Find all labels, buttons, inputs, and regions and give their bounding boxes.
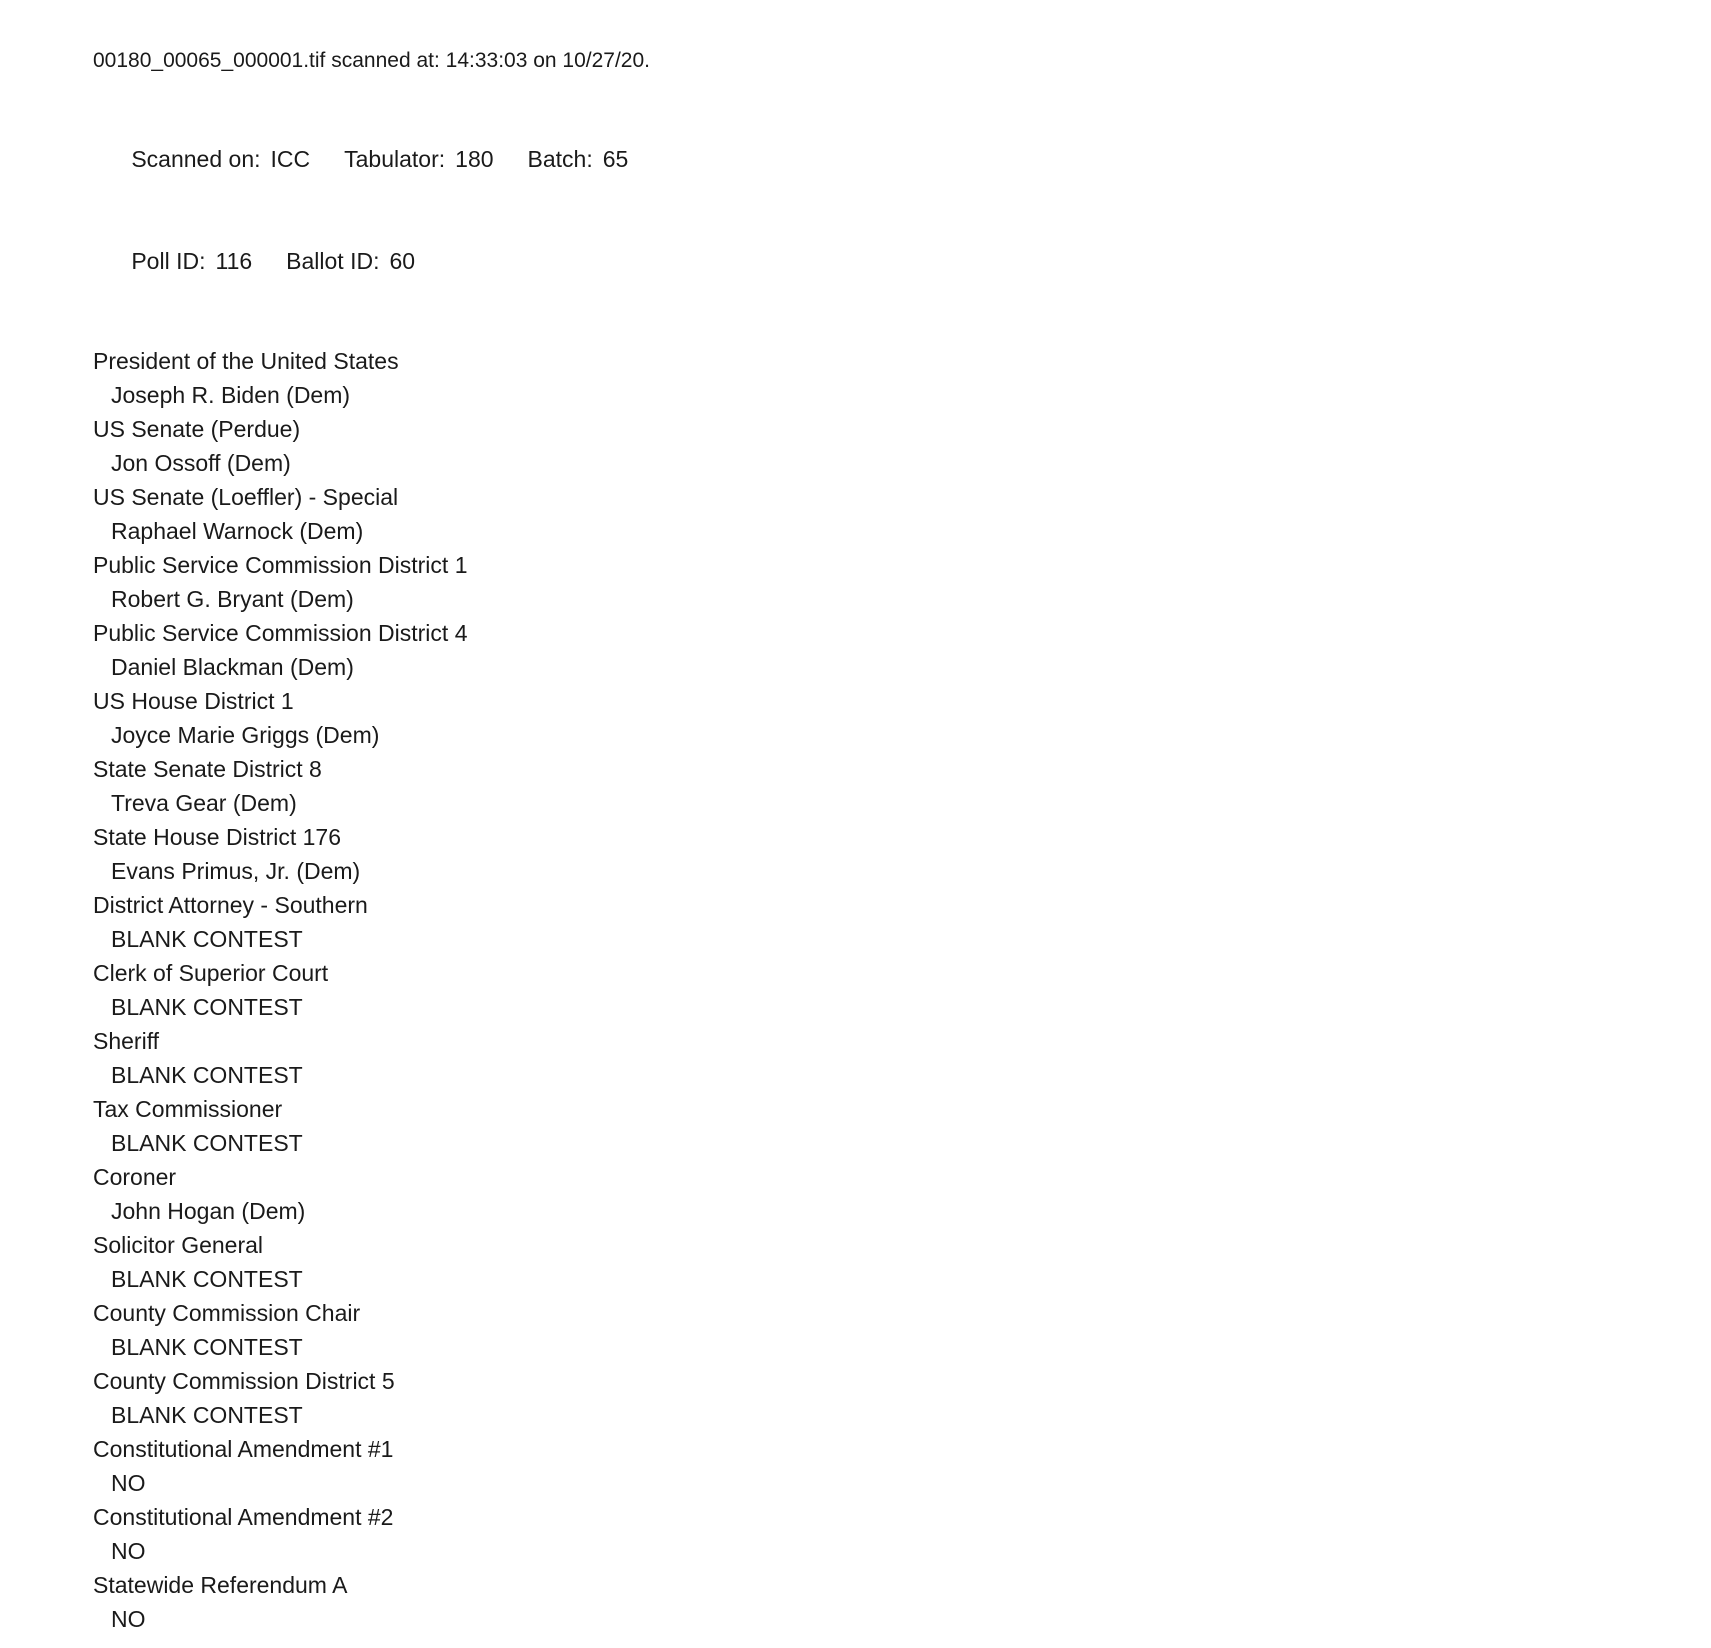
- contest-choice: Treva Gear (Dem): [111, 790, 297, 816]
- contest-entry: [93, 684, 1651, 752]
- contest-entry: [93, 1228, 1651, 1296]
- contest-entry: [93, 1296, 1651, 1364]
- contest-title: President of the United States: [93, 348, 399, 374]
- meta-line-ballot: [93, 210, 1651, 312]
- contest-title: Clerk of Superior Court: [93, 960, 329, 986]
- contest-entry: [93, 1160, 1651, 1228]
- contest-entry: [93, 412, 1651, 480]
- contest-choice: Evans Primus, Jr. (Dem): [111, 858, 361, 884]
- contest-entry: [93, 1092, 1651, 1160]
- contest-entry: [93, 752, 1651, 820]
- contest-choice: BLANK CONTEST: [111, 1334, 303, 1360]
- contest-choice: NO: [111, 1470, 146, 1496]
- contest-list: [93, 344, 1651, 1636]
- poll-id-value: 116: [215, 248, 253, 274]
- contest-choice: BLANK CONTEST: [111, 1402, 303, 1428]
- meta-line-scanner: [93, 108, 1651, 210]
- contest-entry: [93, 1364, 1651, 1432]
- contest-entry: [93, 820, 1651, 888]
- contest-title: Public Service Commission District 4: [93, 620, 468, 646]
- contest-choice: BLANK CONTEST: [111, 926, 303, 952]
- contest-choice: BLANK CONTEST: [111, 1130, 303, 1156]
- contest-entry: [93, 1500, 1651, 1568]
- contest-entry: [93, 956, 1651, 1024]
- contest-title: County Commission District 5: [93, 1368, 395, 1394]
- contest-title: Solicitor General: [93, 1232, 264, 1258]
- contest-entry: [93, 1432, 1651, 1500]
- contest-title: District Attorney - Southern: [93, 892, 368, 918]
- contest-title: Public Service Commission District 1: [93, 552, 468, 578]
- scanned-on-label: Scanned on:: [131, 146, 261, 172]
- contest-choice: Daniel Blackman (Dem): [111, 654, 354, 680]
- contest-entry: [93, 1568, 1651, 1636]
- scan-filename-line: 00180_00065_000001.tif scanned at: 14:33:03 on 10/27/20.: [93, 49, 650, 72]
- contest-choice: BLANK CONTEST: [111, 994, 303, 1020]
- contest-title: US Senate (Perdue): [93, 416, 301, 442]
- contest-title: Constitutional Amendment #2: [93, 1504, 394, 1530]
- contest-title: US Senate (Loeffler) - Special: [93, 484, 399, 510]
- contest-title: Constitutional Amendment #1: [93, 1436, 394, 1462]
- contest-entry: [93, 1024, 1651, 1092]
- contest-choice: Raphael Warnock (Dem): [111, 518, 364, 544]
- contest-choice: Joyce Marie Griggs (Dem): [111, 722, 380, 748]
- contest-title: Coroner: [93, 1164, 177, 1190]
- contest-choice: NO: [111, 1606, 146, 1632]
- contest-entry: [93, 888, 1651, 956]
- contest-choice: Jon Ossoff (Dem): [111, 450, 291, 476]
- poll-id-label: Poll ID:: [131, 248, 206, 274]
- contest-choice: BLANK CONTEST: [111, 1266, 303, 1292]
- contest-entry: [93, 548, 1651, 616]
- contest-entry: [93, 480, 1651, 548]
- contest-title: State Senate District 8: [93, 756, 322, 782]
- contest-title: State House District 176: [93, 824, 342, 850]
- scanned-on-value: ICC: [270, 146, 311, 172]
- tabulator-value: 180: [455, 146, 494, 172]
- contest-choice: Joseph R. Biden (Dem): [111, 382, 351, 408]
- scan-metadata-block: [93, 108, 1651, 312]
- ballot-id-label: Ballot ID:: [286, 248, 380, 274]
- contest-title: US House District 1: [93, 688, 294, 714]
- ballot-id-value: 60: [389, 248, 416, 274]
- contest-choice: John Hogan (Dem): [111, 1198, 306, 1224]
- contest-entry: [93, 344, 1651, 412]
- contest-entry: [93, 616, 1651, 684]
- contest-title: Sheriff: [93, 1028, 160, 1054]
- contest-title: Statewide Referendum A: [93, 1572, 348, 1598]
- batch-value: 65: [602, 146, 629, 172]
- batch-label: Batch:: [527, 146, 593, 172]
- contest-choice: NO: [111, 1538, 146, 1564]
- contest-choice: Robert G. Bryant (Dem): [111, 586, 354, 612]
- contest-title: County Commission Chair: [93, 1300, 361, 1326]
- tabulator-label: Tabulator:: [344, 146, 446, 172]
- contest-choice: BLANK CONTEST: [111, 1062, 303, 1088]
- contest-title: Tax Commissioner: [93, 1096, 283, 1122]
